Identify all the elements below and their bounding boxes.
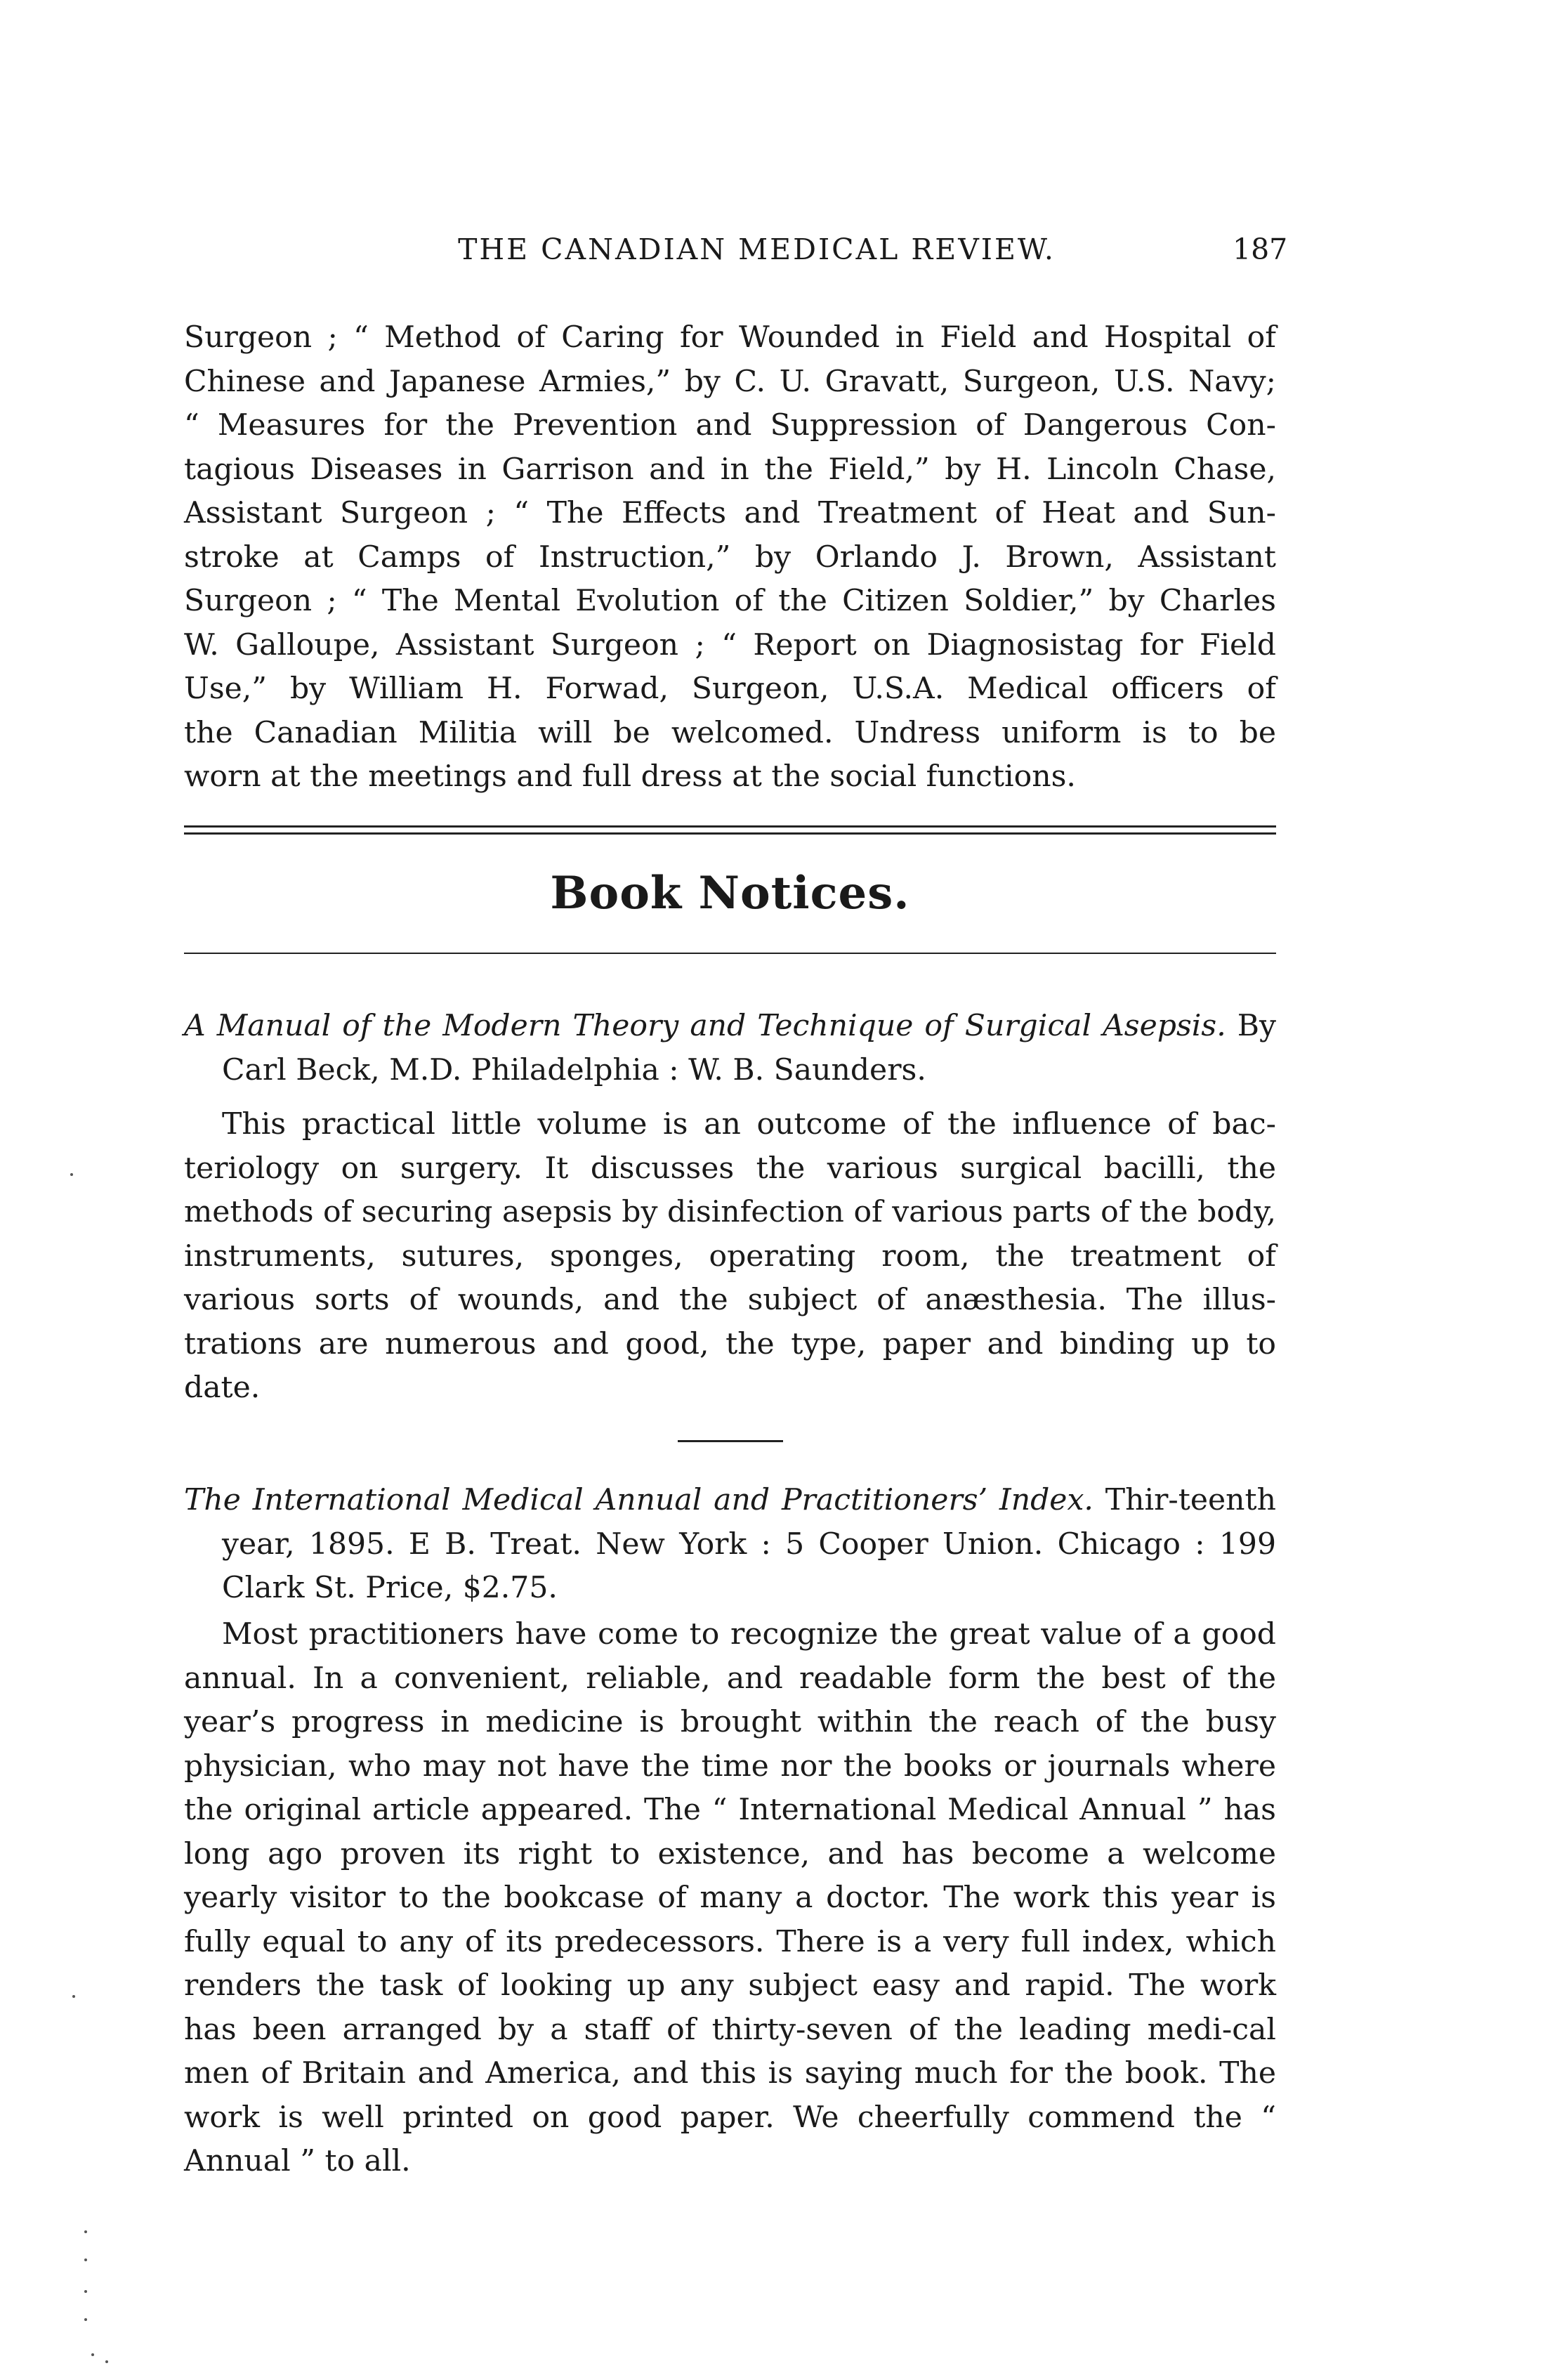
notice-review: Most practitioners have come to recognize the great value of a good annual. In a convenient, reliable, and readable form the best of the year’s progress in medicine is brought within the reach of the busy physician, who may not have the time nor the books or journals where the original article appeared. The “ International Medical Annual ” has long ago proven its right to existence, and has become a welcome yearly visitor to the bookcase of many a doctor. The work this year is fully equal to any of its predecessors. There is a very full index, which renders the task of looking up any subject easy and rapid. The work has been arranged by a staff of thirty-seven of the leading medi-cal men of Britain and America, and this is saying much for the book. The work is well printed on good paper. We cheerfully commend the “ Annual ” to all. [184,1617,1276,2178]
notice-citation [184,1005,1276,1092]
intro-line: W. Galloupe, Assistant Surgeon ; “ Report on Diagnosistag for Field [184,627,1276,662]
scan-speck [84,2290,87,2293]
scan-speck [84,2258,87,2261]
scan-speck [84,2230,87,2233]
intro-line: Assistant Surgeon ; “ The Effects and Treatment of Heat and Sun- [184,496,1276,530]
intro-line: tagious Diseases in Garrison and in the Field,” by H. Lincoln Chase, [184,452,1276,487]
double-rule-bottom [184,832,1276,835]
double-rule-top [184,825,1276,828]
intro-paragraph [184,316,1276,799]
scan-speck [105,2360,108,2363]
scan-speck [91,2353,94,2356]
scan-speck [72,1995,75,1998]
scan-speck [84,2318,87,2321]
intro-line: Use,” by William H. Forwad, Surgeon, U.S.A. Medical officers of [184,672,1276,706]
intro-line: “ Measures for the Prevention and Suppression of Dangerous Con- [184,408,1276,443]
page-number: 187 [1233,233,1288,266]
book-title: The International Medical Annual and Practitioners’ Index. [184,1483,1093,1517]
intro-line: stroke at Camps of Instruction,” by Orlando J. Brown, Assistant [184,540,1276,575]
section-heading: Book Notices. [550,867,910,920]
intro-line: Chinese and Japanese Armies,” by C. U. Gravatt, Surgeon, U.S. Navy; [184,364,1276,399]
book-details: By Carl Beck, M.D. Philadelphia : W. B. Saunders. [222,1009,1276,1087]
heading-rule [184,953,1276,954]
running-header: THE CANADIAN MEDICAL REVIEW. [458,233,1056,266]
intro-line: Surgeon ; “ The Mental Evolution of the Citizen Soldier,” by Charles [184,584,1276,618]
book-details: Thir-teenth year, 1895. E B. Treat. New York : 5 Cooper Union. Chicago : 199 Clark St. Price, $2.75. [222,1483,1276,1605]
scan-speck [70,1173,73,1176]
notice-citation [184,1479,1276,1611]
notice-review: This practical little volume is an outcome of the influence of bac-teriology on surgery. It discusses the various surgical bacilli, the methods of securing asepsis by disinfection of various parts of the body, instruments, sutures, sponges, operating room, the treatment of various sorts of wounds, and the subject of anæsthesia. The illus-trations are numerous and good, the type, paper and binding up to date. [184,1107,1276,1405]
intro-line: worn at the meetings and full dress at the social functions. [184,759,1076,794]
book-title: A Manual of the Modern Theory and Technique of Surgical Asepsis. [184,1009,1226,1043]
separator-rule [678,1440,783,1442]
intro-line: the Canadian Militia will be welcomed. Undress uniform is to be [184,715,1276,750]
intro-line: Surgeon ; “ Method of Caring for Wounded in Field and Hospital of [184,320,1276,355]
